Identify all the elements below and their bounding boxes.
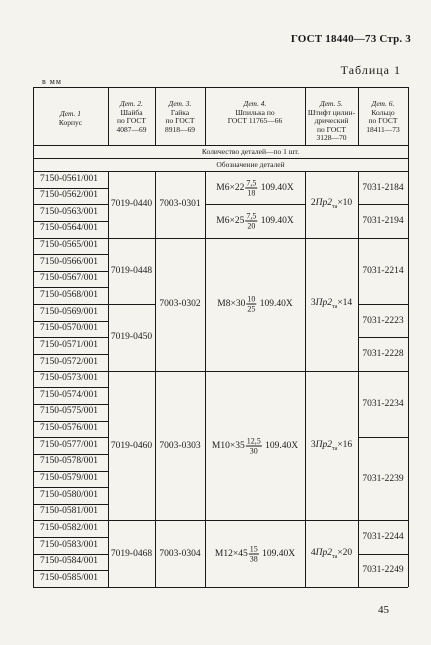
det2-cell: 7019-0448: [110, 265, 153, 276]
header-line: Дет. 3.: [168, 99, 192, 108]
det2-rule: [108, 238, 155, 239]
det1-cell: 7150-0576/001: [40, 423, 99, 434]
body-col-rule: [305, 171, 306, 587]
stud-size: М6×22: [216, 182, 245, 193]
stud-grade: 109.40Х: [258, 182, 294, 193]
det3-rule: [155, 520, 205, 521]
header-line: Корпус: [58, 117, 83, 127]
det5-rule: [305, 520, 358, 521]
header-line: Дет. 4.: [243, 99, 267, 108]
det1-row-rule: [33, 387, 108, 388]
table-side-rule: [408, 87, 409, 587]
det1-row-rule: [33, 321, 108, 322]
det4-cell: [216, 211, 293, 230]
body-col-rule: [155, 171, 156, 587]
det1-cell: 7150-0574/001: [40, 389, 99, 400]
det6-cell: 7031-2239: [362, 473, 404, 484]
stud-fraction: [246, 295, 256, 314]
det4-cell: [217, 295, 292, 314]
det1-row-rule: [33, 554, 108, 555]
det1-row-rule: [33, 371, 108, 372]
header-line: 4087—69: [116, 124, 147, 134]
det6-rule: [358, 554, 408, 555]
table-bottom-rule: [33, 587, 408, 588]
det1-row-rule: [33, 437, 108, 438]
header-line: по ГОСТ: [117, 116, 146, 125]
det1-cell: 7150-0570/001: [40, 323, 99, 334]
det5-rule: [305, 238, 358, 239]
det2-cell: 7019-0460: [110, 440, 153, 451]
det2-cell: 7019-0440: [110, 199, 153, 210]
pin-count: 4: [310, 547, 316, 558]
det4-rule: [205, 520, 305, 521]
det4-cell: [215, 544, 295, 563]
body-col-rule: [358, 171, 359, 587]
stud-grade: 109.40Х: [262, 440, 299, 451]
det1-cell: 7150-0578/001: [40, 456, 99, 467]
det3-rule: [155, 371, 205, 372]
fraction-denominator: 20: [247, 221, 256, 231]
header-line: по ГОСТ: [368, 116, 398, 125]
det4-rule: [205, 371, 305, 372]
det5-rule: [305, 371, 358, 372]
det1-cell: 7150-0571/001: [40, 339, 99, 350]
det1-row-rule: [33, 271, 108, 272]
stud-size: М8×30: [217, 299, 246, 310]
det4-rule: [205, 238, 305, 239]
det6-rule: [358, 238, 408, 239]
header-line: Кольцо: [371, 107, 395, 117]
det6-cell: 7031-2223: [362, 315, 404, 326]
det3-cell: 7003-0303: [159, 440, 201, 451]
pin-fit: Пр2: [315, 198, 332, 209]
stud-grade: 109.40Х: [259, 548, 296, 559]
body-col-rule: [205, 171, 206, 587]
det1-row-rule: [33, 404, 108, 405]
det1-row-rule: [33, 287, 108, 288]
det1-cell: 7150-0585/001: [40, 572, 99, 583]
det3-cell: 7003-0304: [159, 548, 201, 559]
pin-fit-sub: та: [331, 445, 338, 452]
det1-row-rule: [33, 570, 108, 571]
det1-row-rule: [33, 337, 108, 338]
header-line: по ГОСТ: [317, 124, 346, 134]
det2-rule: [108, 371, 155, 372]
det5-cell: [311, 548, 352, 560]
page-header: ГОСТ 18440—73 Стр. 3: [290, 33, 411, 45]
stud-size: М10×35: [211, 440, 245, 451]
det1-cell: 7150-0581/001: [40, 506, 99, 517]
header-line: 3128—70: [316, 133, 347, 142]
det6-cell: 7031-2214: [362, 265, 404, 276]
unit-label: в мм: [42, 77, 62, 86]
fraction-denominator: 30: [249, 446, 258, 456]
det1-row-rule: [33, 254, 108, 255]
det4-rule: [205, 204, 305, 205]
pin-length: ×20: [337, 547, 353, 558]
header-line: Дет. 5.: [320, 99, 343, 108]
det6-cell: 7031-2244: [362, 532, 404, 543]
det1-cell: 7150-0583/001: [40, 539, 99, 550]
det1-cell: 7150-0568/001: [40, 289, 99, 300]
designation-row: Обозначение деталей: [216, 159, 285, 169]
fraction-numerator: 10: [247, 294, 256, 304]
stud-size: М12×45: [214, 548, 248, 559]
stud-grade: 109.40Х: [258, 216, 294, 227]
det3-cell: 7003-0301: [159, 199, 201, 210]
det1-cell: 7150-0566/001: [40, 256, 99, 267]
header-line: по ГОСТ: [165, 116, 195, 125]
det1-row-rule: [33, 421, 108, 422]
fraction-numerator: 7,5: [246, 178, 257, 188]
pin-fit-sub: та: [331, 204, 338, 211]
det1-cell: 7150-0562/001: [40, 190, 99, 201]
det1-cell: 7150-0563/001: [40, 206, 99, 217]
header-line: ГОСТ 11765—66: [227, 116, 283, 125]
pin-fit-sub: та: [331, 553, 338, 560]
det1-cell: 7150-0567/001: [40, 273, 99, 284]
det1-cell: 7150-0565/001: [40, 240, 99, 251]
det1-row-rule: [33, 487, 108, 488]
pin-fit: Пр2: [315, 298, 332, 309]
det1-cell: 7150-0564/001: [40, 223, 99, 234]
stud-fraction: [246, 436, 262, 455]
det5-cell: [311, 440, 352, 452]
pin-length: ×10: [337, 198, 353, 209]
column-header-4: [206, 100, 304, 126]
det2-cell: 7019-0450: [110, 332, 153, 343]
pin-count: 3: [310, 298, 316, 309]
det5-cell: [311, 298, 352, 310]
fraction-numerator: 7,5: [246, 211, 257, 221]
header-line: Шайба: [120, 107, 143, 117]
det1-cell: 7150-0582/001: [40, 522, 99, 533]
det1-row-rule: [33, 204, 108, 205]
det1-cell: 7150-0575/001: [40, 406, 99, 417]
det6-rule: [358, 437, 408, 438]
stud-fraction: [245, 178, 257, 197]
det5-cell: [311, 198, 352, 210]
det1-row-rule: [33, 304, 108, 305]
det1-row-rule: [33, 520, 108, 521]
fraction-numerator: 15: [249, 544, 258, 554]
det1-cell: 7150-0572/001: [40, 356, 99, 367]
column-header-2: [109, 100, 154, 134]
det1-cell: 7150-0569/001: [40, 306, 99, 317]
header-line: Дет. 6.: [371, 99, 395, 108]
det1-cell: 7150-0580/001: [40, 489, 99, 500]
pin-count: 3: [310, 439, 316, 450]
column-header-5: [306, 100, 357, 143]
header-line: 8918—69: [165, 124, 195, 134]
page-number: 45: [378, 604, 389, 616]
det2-rule: [108, 520, 155, 521]
det6-rule: [358, 204, 408, 205]
det1-row-rule: [33, 471, 108, 472]
fraction-denominator: 38: [249, 554, 258, 564]
header-line: Штифт цилин-: [307, 107, 356, 117]
det4-cell: [212, 436, 298, 455]
det1-cell: 7150-0561/001: [40, 173, 99, 184]
column-header-3: [156, 100, 204, 134]
column-header-1: [34, 110, 107, 127]
header-line: Дет. 2.: [120, 99, 143, 108]
table-label: Таблица 1: [340, 63, 401, 77]
pin-fit: Пр2: [315, 439, 332, 450]
fraction-denominator: 25: [247, 304, 256, 314]
det6-cell: 7031-2228: [362, 349, 404, 360]
header-line: 18411—73: [366, 124, 400, 134]
table-top-rule: [33, 87, 408, 88]
header-line: Шпилька по: [235, 107, 275, 117]
det1-row-rule: [33, 537, 108, 538]
det6-cell: 7031-2249: [362, 565, 404, 576]
header-line: дрический: [314, 116, 349, 125]
header-line: Гайка: [170, 107, 190, 117]
det3-cell: 7003-0302: [159, 299, 201, 310]
det6-cell: 7031-2184: [362, 182, 404, 193]
header-line: Дет. 1: [59, 109, 81, 118]
det6-rule: [358, 520, 408, 521]
det1-row-rule: [33, 238, 108, 239]
fraction-numerator: 12,5: [246, 436, 261, 446]
quantity-row: Количество деталей—по 1 шт.: [201, 146, 300, 156]
pin-count: 2: [310, 198, 316, 209]
stud-fraction: [249, 544, 259, 563]
desig-row-rule: [33, 171, 408, 172]
stud-grade: 109.40Х: [257, 299, 293, 310]
fraction-denominator: 18: [247, 188, 256, 198]
det6-cell: 7031-2234: [362, 398, 404, 409]
det1-row-rule: [33, 221, 108, 222]
pin-fit: Пр2: [315, 547, 332, 558]
stud-size: М6×25: [216, 216, 245, 227]
det1-row-rule: [33, 454, 108, 455]
det6-rule: [358, 304, 408, 305]
det1-cell: 7150-0577/001: [40, 439, 99, 450]
det1-row-rule: [33, 188, 108, 189]
det3-rule: [155, 238, 205, 239]
det6-rule: [358, 337, 408, 338]
det6-rule: [358, 371, 408, 372]
pin-length: ×16: [337, 439, 353, 450]
det2-cell: 7019-0468: [110, 548, 153, 559]
det2-rule: [108, 304, 155, 305]
det1-cell: 7150-0579/001: [40, 473, 99, 484]
stud-fraction: [245, 211, 257, 230]
det4-cell: [216, 178, 293, 197]
det1-row-rule: [33, 504, 108, 505]
det1-cell: 7150-0584/001: [40, 556, 99, 567]
column-header-6: [359, 100, 407, 134]
det1-row-rule: [33, 354, 108, 355]
det6-cell: 7031-2194: [362, 215, 404, 226]
pin-length: ×14: [337, 298, 353, 309]
pin-fit-sub: та: [331, 304, 338, 311]
det1-cell: 7150-0573/001: [40, 373, 99, 384]
body-col-rule: [108, 171, 109, 587]
